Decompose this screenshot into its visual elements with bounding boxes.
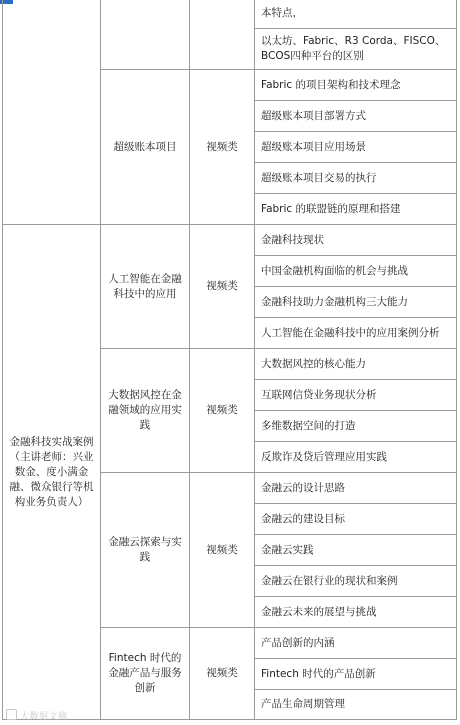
type-cell: 视频类 bbox=[190, 70, 255, 225]
table-row bbox=[3, 225, 457, 256]
type-cell: 视频类 bbox=[190, 628, 255, 720]
topic-cell: 反欺诈及贷后管理应用实践 bbox=[255, 442, 457, 473]
topic-cell: 互联网信贷业务现状分析 bbox=[255, 380, 457, 411]
topic-cell: 金融云实践 bbox=[255, 535, 457, 566]
topic-cell: Fabric 的项目架构和技术理念 bbox=[255, 70, 457, 101]
topic-cell: 金融科技现状 bbox=[255, 225, 457, 256]
watermark bbox=[6, 709, 68, 722]
project-cell: 金融云探索与实践 bbox=[101, 473, 190, 628]
topic-cell: 本特点， bbox=[255, 0, 457, 29]
project-cell bbox=[101, 0, 190, 70]
topic-cell: Fabric 的联盟链的原理和搭建 bbox=[255, 194, 457, 225]
topic-cell: Fintech 时代的产品创新 bbox=[255, 659, 457, 690]
module-cell: 金融科技实战案例（主讲老师：兴业数金、度小满金融、微众银行等机构业务负责人） bbox=[3, 225, 101, 720]
type-cell: 视频类 bbox=[190, 349, 255, 473]
project-cell: 人工智能在金融科技中的应用 bbox=[101, 225, 190, 349]
wechat-icon bbox=[6, 709, 17, 720]
topic-cell: 超级账本项目部署方式 bbox=[255, 101, 457, 132]
type-cell: 视频类 bbox=[190, 225, 255, 349]
topic-cell: 中国金融机构面临的机会与挑战 bbox=[255, 256, 457, 287]
topic-cell: 多维数据空间的打造 bbox=[255, 411, 457, 442]
project-cell: 大数据风控在金融领域的应用实践 bbox=[101, 349, 190, 473]
topic-cell: 超级账本项目应用场景 bbox=[255, 132, 457, 163]
topic-cell: 产品生命周期管理 bbox=[255, 690, 457, 720]
topic-cell: 金融云的建设目标 bbox=[255, 504, 457, 535]
topic-cell: 金融云未来的展望与挑战 bbox=[255, 597, 457, 628]
project-cell: 超级账本项目 bbox=[101, 70, 190, 225]
topic-cell: 超级账本项目交易的执行 bbox=[255, 163, 457, 194]
topic-cell: 以太坊、Fabric、R3 Corda、FISCO、BCOS四种平台的区别 bbox=[255, 29, 457, 70]
topic-cell: 人工智能在金融科技中的应用案例分析 bbox=[255, 318, 457, 349]
curriculum-table bbox=[2, 0, 457, 720]
type-cell bbox=[190, 0, 255, 70]
topic-cell: 金融云在银行业的现状和案例 bbox=[255, 566, 457, 597]
watermark-text: 大数据文摘 bbox=[20, 712, 68, 722]
topic-cell: 金融云的设计思路 bbox=[255, 473, 457, 504]
topic-cell: 大数据风控的核心能力 bbox=[255, 349, 457, 380]
topic-cell: 金融科技助力金融机构三大能力 bbox=[255, 287, 457, 318]
module-cell bbox=[3, 0, 101, 225]
type-cell: 视频类 bbox=[190, 473, 255, 628]
table-row bbox=[3, 0, 457, 29]
project-cell: Fintech 时代的金融产品与服务创新 bbox=[101, 628, 190, 720]
topic-cell: 产品创新的内涵 bbox=[255, 628, 457, 659]
